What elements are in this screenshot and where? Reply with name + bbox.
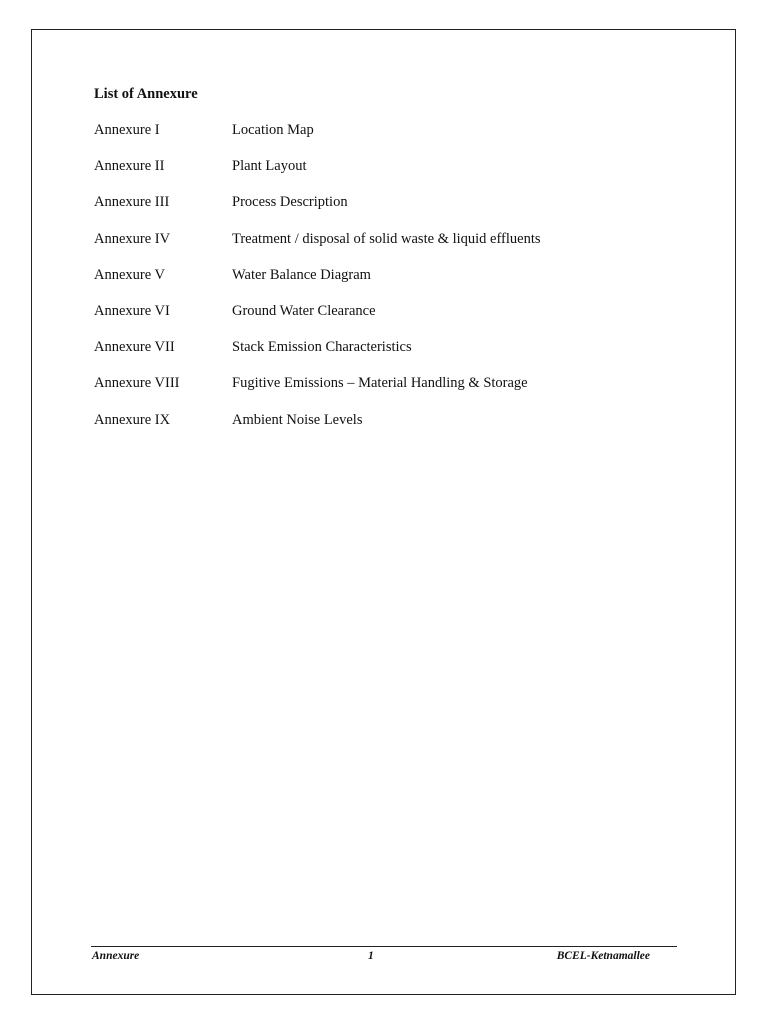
document-title: List of Annexure: [94, 86, 198, 102]
annexure-id: Annexure II: [94, 158, 165, 175]
footer-divider: [91, 946, 677, 947]
footer-document-code: BCEL-Ketnamallee: [556, 950, 650, 962]
annexure-id: Annexure I: [94, 122, 160, 138]
annexure-description: Fugitive Emissions – Material Handling & Storage: [232, 375, 528, 392]
annexure-row: [94, 122, 654, 158]
footer-page-number: 1: [368, 950, 374, 962]
annexure-description: Process Description: [232, 194, 348, 211]
annexure-description: Location Map: [232, 122, 314, 138]
annexure-description: Stack Emission Characteristics: [232, 339, 412, 356]
annexure-description: Water Balance Diagram: [232, 266, 371, 283]
annexure-id: Annexure IV: [94, 230, 171, 247]
annexure-list: [94, 122, 654, 448]
annexure-description: Ground Water Clearance: [232, 302, 376, 319]
annexure-row: [94, 194, 654, 230]
annexure-row: [94, 303, 654, 339]
annexure-id: Annexure VIII: [94, 375, 180, 392]
annexure-description: Plant Layout: [232, 158, 307, 175]
annexure-description: Treatment / disposal of solid waste & liquid effluents: [232, 230, 541, 247]
annexure-id: Annexure VII: [94, 339, 175, 356]
annexure-description: Ambient Noise Levels: [232, 411, 363, 428]
annexure-row: [94, 267, 654, 303]
footer-section-label: Annexure: [92, 950, 140, 962]
annexure-id: Annexure IX: [94, 411, 171, 428]
annexure-id: Annexure VI: [94, 302, 170, 319]
annexure-row: [94, 375, 654, 411]
annexure-row: [94, 231, 654, 267]
annexure-id: Annexure III: [94, 194, 170, 211]
annexure-row: [94, 339, 654, 375]
annexure-row: [94, 412, 654, 448]
annexure-row: [94, 158, 654, 194]
annexure-id: Annexure V: [94, 266, 166, 283]
